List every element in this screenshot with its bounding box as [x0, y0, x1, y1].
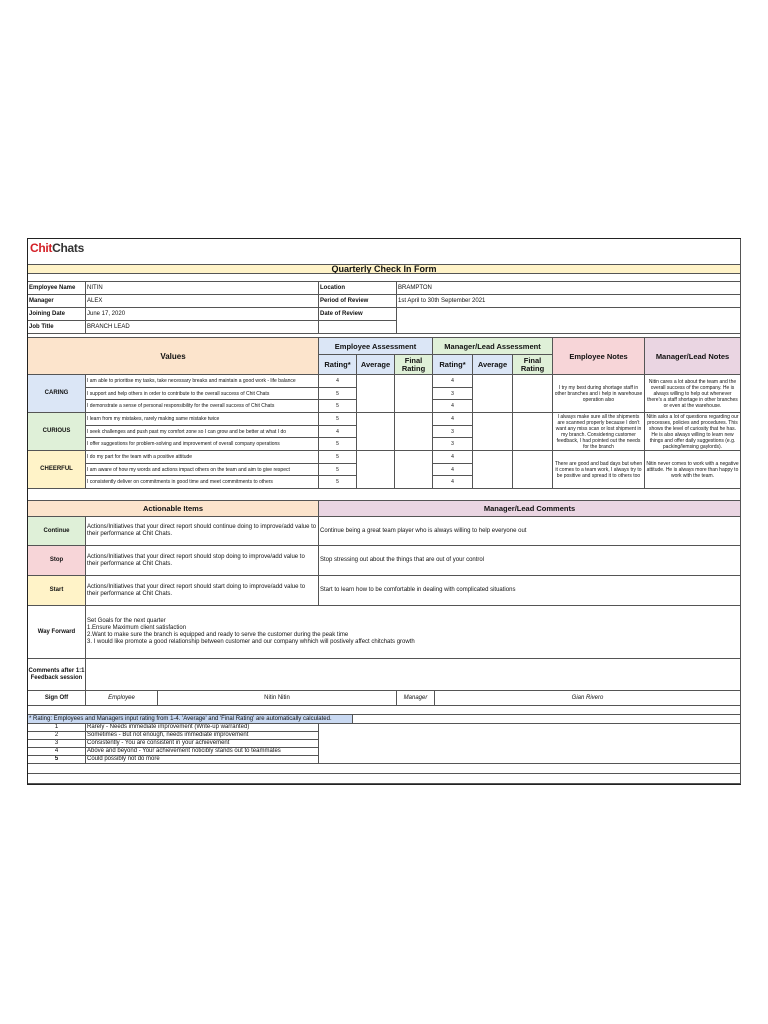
legend-text: Above and beyond - Your achievement noticibly stands out to teammates: [86, 748, 319, 756]
mgr-rating-cell[interactable]: 4: [433, 476, 473, 489]
mgr-rating-cell[interactable]: 4: [433, 400, 473, 413]
employee-name-value[interactable]: NITIN: [86, 282, 319, 295]
manager-label: Manager: [28, 295, 86, 308]
emp-rating-cell[interactable]: 5: [319, 476, 357, 489]
emp-final-cell: [395, 375, 433, 413]
way-forward-line: 3. I would like promote a good relationship between customer and our company whhich will postively affect chitchats growth: [87, 639, 415, 645]
statement: I seek challenges and push past my comfort zone so I can grow and be better at what I do: [86, 426, 319, 438]
start-description: Actions/Initiatives that your direct report should start doing to improve/add value to their performance at Chit Chats.: [86, 576, 319, 606]
spacer-row: [28, 774, 741, 784]
legend-text: Could possibly not do more: [86, 756, 319, 764]
comments-after-field[interactable]: [86, 659, 741, 691]
stop-label: Stop: [28, 546, 86, 576]
mgr-final-cell: [513, 375, 553, 413]
mgr-rating-cell[interactable]: 4: [433, 413, 473, 426]
emp-rating-cell[interactable]: 5: [319, 388, 357, 400]
manager-note[interactable]: Nitin cares a lot about the team and the overall success of the company. He is always willing to help out whenever there's a staff shortage in other branches or even at the warehouse.: [645, 375, 741, 413]
date-review-value[interactable]: [397, 308, 741, 334]
mgr-final-cell: [513, 451, 553, 489]
mgr-average-cell: [473, 375, 513, 413]
emp-rating-cell[interactable]: 5: [319, 464, 357, 476]
start-comment[interactable]: Start to learn how to be comfortable in dealing with complicated situations: [319, 576, 741, 606]
mgr-rating-cell[interactable]: 3: [433, 426, 473, 438]
values-header: Values: [28, 338, 319, 375]
employee-assessment-header: Employee Assessment: [319, 338, 433, 355]
emp-final-cell: [395, 451, 433, 489]
form-title: Quarterly Check In Form: [28, 265, 741, 274]
spacer-row: [28, 764, 741, 774]
statement: I am able to prioritise my tasks, take necessary breaks and maintain a good work - life balance: [86, 375, 319, 388]
rating-note: * Rating: Employees and Managers input rating from 1-4. 'Average' and 'Final Rating' are automatically calculated.: [28, 715, 353, 724]
emp-average-header: Average: [357, 355, 395, 375]
mgr-rating-cell[interactable]: 4: [433, 375, 473, 388]
check-in-form-sheet: [27, 238, 741, 785]
joining-date-value[interactable]: June 17, 2020: [86, 308, 319, 321]
way-forward-line: Set Goals for the next quarter: [87, 618, 166, 624]
employee-notes-header: Employee Notes: [553, 338, 645, 375]
value-cheerful: CHEERFUL: [28, 451, 86, 489]
legend-text: Consistently - You are consistent in your achievement: [86, 740, 319, 748]
way-forward-line: 2.Want to make sure the branch is equipped and ready to serve the customer during the peak time: [87, 632, 349, 638]
mgr-rating-cell[interactable]: 3: [433, 438, 473, 451]
manager-note[interactable]: Nitin asks a lot of questions regarding our processes, policies and procedures. This shows the level of curiosity that he has. He is also always willing to learn new things and offer daily suggestions (e.g. packing/lemsing gaylords).: [645, 413, 741, 451]
legend-number: 1: [28, 724, 86, 732]
job-title-label: Job Title: [28, 321, 86, 334]
empty-cell: [319, 321, 397, 334]
manager-assessment-header: Manager/Lead Assessment: [433, 338, 553, 355]
signoff-label: Sign Off: [28, 691, 86, 706]
way-forward-content[interactable]: [86, 606, 741, 659]
statement: I demonstrate a sense of personal responsibility for the overall success of Chit Chats: [86, 400, 319, 413]
emp-average-cell: [357, 375, 395, 413]
manager-value[interactable]: ALEX: [86, 295, 319, 308]
continue-comment[interactable]: Continue being a great team player who is always willing to help everyone out: [319, 517, 741, 546]
emp-rating-cell[interactable]: 4: [319, 426, 357, 438]
mgr-rating-cell[interactable]: 3: [433, 388, 473, 400]
legend-number: 5: [28, 756, 86, 764]
employee-note[interactable]: I try my best during shortage staff in other branches and i help in warehouse operation also: [553, 375, 645, 413]
manager-note[interactable]: Nitin never comes to work with a negative attitude. He is always more than happy to work with the team.: [645, 451, 741, 489]
mgr-average-header: Average: [473, 355, 513, 375]
statement: I am aware of how my words and actions impact others on the team and aim to give respect: [86, 464, 319, 476]
spacer-row: [28, 706, 741, 715]
legend-number: 4: [28, 748, 86, 756]
statement: I consistently deliver on commitments in good time and meet commitments to others: [86, 476, 319, 489]
emp-rating-header: Rating*: [319, 355, 357, 375]
mgr-average-cell: [473, 413, 513, 451]
emp-final-rating-header: Final Rating: [395, 355, 433, 375]
comments-after-label: Comments after 1:1 Feedback session: [28, 659, 86, 691]
emp-rating-cell[interactable]: 5: [319, 413, 357, 426]
mgr-rating-header: Rating*: [433, 355, 473, 375]
emp-rating-cell[interactable]: 5: [319, 451, 357, 464]
period-value[interactable]: 1st April to 30th September 2021: [397, 295, 741, 308]
value-curious: CURIOUS: [28, 413, 86, 451]
legend-text: Sometimes - But not enough, needs immediate improvement: [86, 732, 319, 740]
statement: I learn from my mistakes, rarely making same mistake twice: [86, 413, 319, 426]
continue-label: Continue: [28, 517, 86, 546]
empty-cell: [353, 715, 741, 724]
legend-text: Rarely - Needs immediate improvement (Write-up warranted): [86, 724, 319, 732]
statement: I do my part for the team with a positive attitude: [86, 451, 319, 464]
location-label: Location: [319, 282, 397, 295]
location-value[interactable]: BRAMPTON: [397, 282, 741, 295]
stop-comment[interactable]: Stop stressing out about the things that are out of your control: [319, 546, 741, 576]
actionable-items-header: Actionable Items: [28, 501, 319, 517]
manager-comments-header: Manager/Lead Comments: [319, 501, 741, 517]
emp-average-cell: [357, 451, 395, 489]
stop-description: Actions/Initiatives that your direct report should stop doing to improve/add value to their performance at Chit Chats.: [86, 546, 319, 576]
signoff-employee-label: Employee: [86, 691, 158, 706]
joining-date-label: Joining Date: [28, 308, 86, 321]
statement: I support and help others in order to contribute to the overall success of Chit Chats: [86, 388, 319, 400]
legend-number: 2: [28, 732, 86, 740]
continue-description: Actions/Initiatives that your direct report should continue doing to improve/add value to their performance at Chit Chats.: [86, 517, 319, 546]
statement: I offer suggestions for problem-solving and improvement of overall company operations: [86, 438, 319, 451]
employee-name-label: Employee Name: [28, 282, 86, 295]
mgr-rating-cell[interactable]: 4: [433, 451, 473, 464]
mgr-rating-cell[interactable]: 4: [433, 464, 473, 476]
start-label: Start: [28, 576, 86, 606]
job-title-value[interactable]: BRANCH LEAD: [86, 321, 319, 334]
logo-row: [28, 239, 741, 265]
mgr-final-cell: [513, 413, 553, 451]
signoff-employee-name[interactable]: Nitin Nitin: [158, 691, 397, 706]
manager-notes-header: Manager/Lead Notes: [645, 338, 741, 375]
date-review-label: Date of Review: [319, 308, 397, 321]
emp-rating-cell[interactable]: 4: [319, 375, 357, 388]
empty-cell: [319, 724, 741, 764]
employee-note[interactable]: I always make sure all the shipments are scanned properly because I don't want any miss scan or lost shipment in my branch. Considering customer feedback, I had pointed out the needs for the branch: [553, 413, 645, 451]
chitchats-logo: ChitChats: [30, 241, 84, 255]
spacer-row: [28, 274, 741, 282]
signoff-manager-name[interactable]: Gian Rivero: [435, 691, 741, 706]
signoff-manager-label: Manager: [397, 691, 435, 706]
mgr-final-rating-header: Final Rating: [513, 355, 553, 375]
mgr-average-cell: [473, 451, 513, 489]
period-label: Period of Review: [319, 295, 397, 308]
value-caring: CARING: [28, 375, 86, 413]
emp-rating-cell[interactable]: 5: [319, 400, 357, 413]
emp-rating-cell[interactable]: 5: [319, 438, 357, 451]
way-forward-label: Way Forward: [28, 606, 86, 659]
emp-average-cell: [357, 413, 395, 451]
way-forward-line: 1.Ensure Maximum client satisfaction: [87, 625, 187, 631]
employee-note[interactable]: There are good and bad days but when it comes to a team work, I always try to be positive and spread it to others too: [553, 451, 645, 489]
spacer-row: [28, 489, 741, 501]
emp-final-cell: [395, 413, 433, 451]
legend-number: 3: [28, 740, 86, 748]
